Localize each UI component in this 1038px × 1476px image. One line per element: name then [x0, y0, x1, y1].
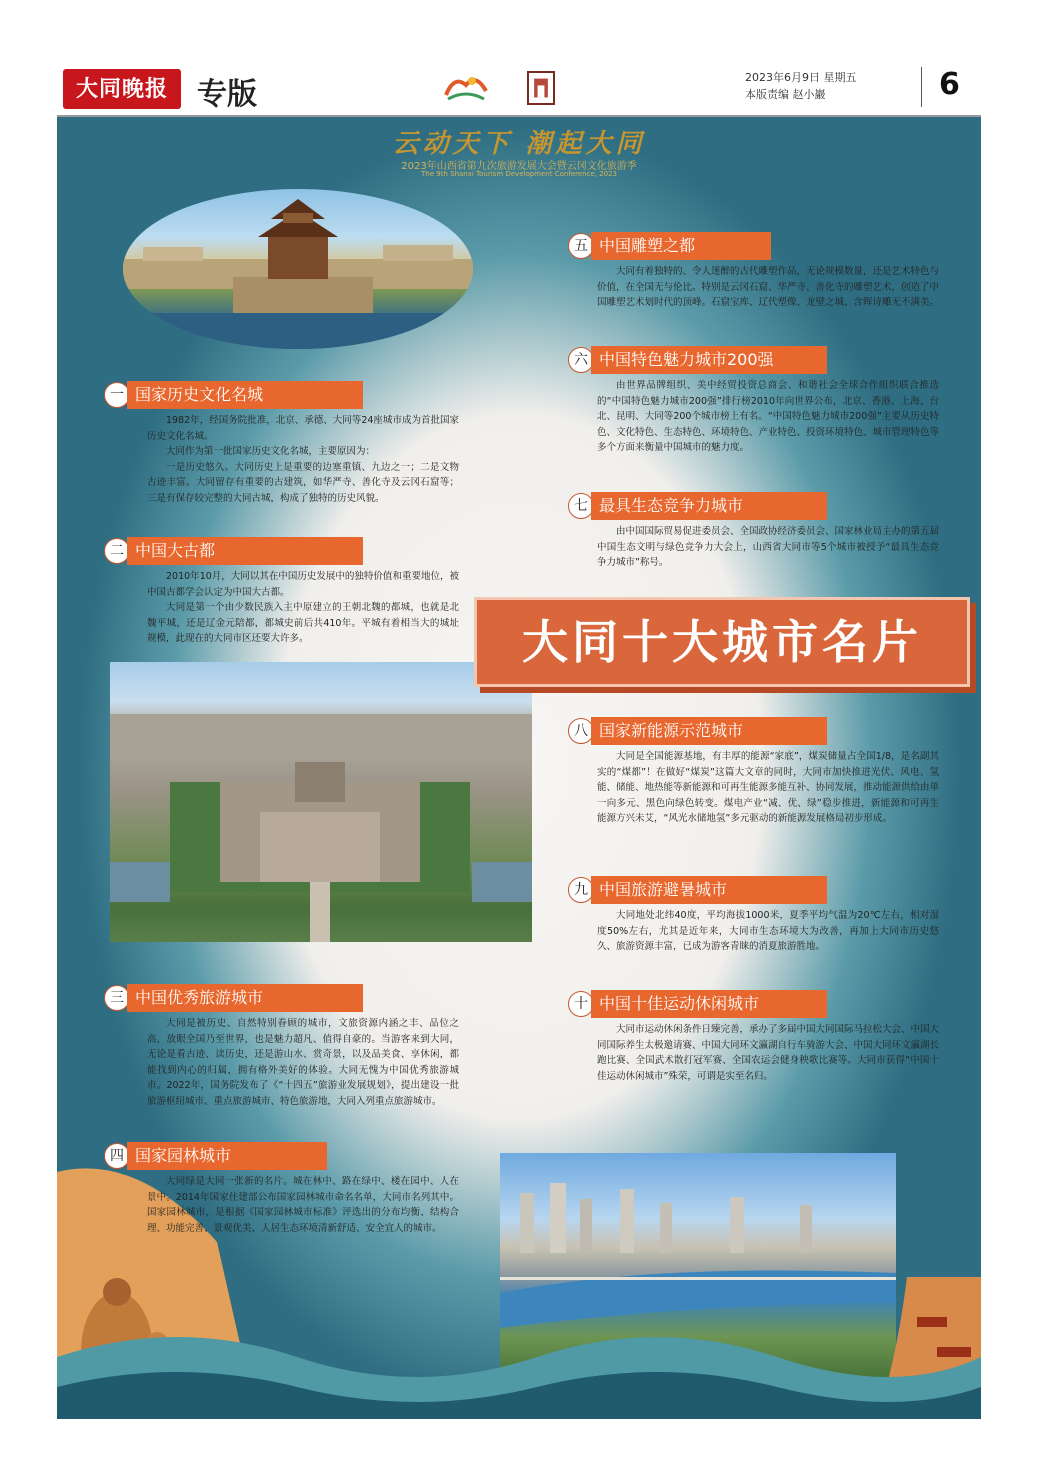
- item-4-title: 国家园林城市: [127, 1142, 327, 1170]
- item-4-number: 四: [104, 1143, 130, 1169]
- issue-date: 2023年6月9日 星期五: [745, 71, 857, 84]
- banner-slogan: 云动天下 潮起大同: [392, 129, 646, 159]
- item-5-body: [597, 264, 939, 311]
- item-4-heading: [104, 1142, 327, 1170]
- paragraph: 一是历史悠久。大同历史上是重要的边塞重镇、九边之一；二是文物古迹丰富。大同留存有重要的古建筑，如华严寺、善化寺及云冈石窟等；三是有保存较完整的大同古城，构成了独特的历史风貌。: [147, 461, 459, 504]
- item-6-title: 中国特色魅力城市200强: [591, 346, 827, 374]
- issue-info: [745, 69, 857, 103]
- paragraph: 大同是全国能源基地，有丰厚的能源“家底”，煤炭储量占全国1/8，是名副其实的“煤都”！在做好“煤炭”这篇大文章的同时，大同市加快推进光伏、风电、氢能、储能、地热能等新能源和可再生能源多能互补、协同发展，推动能源供给由单一向多元、黑色向绿色转变。煤电产业“减、优、绿”稳步推进，新能源和可再生能源方兴未艾，“风光水储地氢”多元驱动的新能源发展格局初步形成。: [597, 751, 940, 825]
- masthead-bar: [57, 57, 981, 117]
- item-3-number: 三: [104, 985, 130, 1011]
- item-9-title: 中国旅游避暑城市: [591, 876, 827, 904]
- item-2-title: 中国大古都: [127, 537, 363, 565]
- paragraph: 由中国国际贸易促进委员会、全国政协经济委员会、国家林业局主办的第五届中国生态文明与绿色竞争力大会上，山西省大同市等5个城市被授予“最具生态竞争力城市”称号。: [597, 526, 940, 569]
- paragraph: 由世界品牌组织、美中经贸投资总商会、和谐社会全球合作组织联合推选的“中国特色魅力城市200强”排行榜2010年向世界公布，北京、香港、上海、台北、昆明、大同等200个城市榜上有名。“中国特色魅力城市200强”主要从历史特色、文化特色、生态特色、环境特色、产业特色、投资环境特色、城市管理特色等多个方面来衡量中国城市的魅力度。: [597, 380, 940, 454]
- item-7-number: 七: [568, 493, 594, 519]
- banner-subtitle-english: The 9th Shanxi Tourism Development Conference, 2023: [421, 170, 617, 178]
- item-10-body: [597, 1022, 939, 1084]
- item-6-body: [597, 378, 939, 456]
- page-number: 6: [939, 67, 960, 102]
- item-3-body: [147, 1016, 459, 1110]
- item-6-number: 六: [568, 347, 594, 373]
- paragraph: 2010年10月，大同以其在中国历史发展中的独特价值和重要地位，被中国古都学会认定为中国大古都。: [147, 571, 459, 598]
- paragraph: 大同有着独特的、令人迷醉的古代雕塑作品，无论规模数量，还是艺术特色与价值，在全国无与伦比。特别是云冈石窟、华严寺、善化寺的雕塑艺术，创造了中国雕塑艺术划时代的顶峰。石窟宝库、辽代塑像、龙壁之城、含晖诗雕无不满美。: [597, 266, 940, 309]
- masthead-logo: 大同晚报: [63, 69, 181, 109]
- item-7-heading: [568, 492, 827, 520]
- item-10-number: 十: [568, 991, 594, 1017]
- item-3-title: 中国优秀旅游城市: [127, 984, 363, 1012]
- drum-tower-photo: [123, 189, 473, 349]
- newspaper-page: [57, 57, 981, 1419]
- item-2-number: 二: [104, 538, 130, 564]
- header-divider: [921, 67, 922, 107]
- item-9-body: [597, 908, 939, 955]
- item-7-body: [597, 524, 939, 571]
- cultural-tourism-season-logo-icon: [527, 71, 555, 105]
- item-4-body: [147, 1174, 459, 1236]
- item-8-title: 国家新能源示范城市: [591, 717, 827, 745]
- item-8-heading: [568, 717, 827, 745]
- section-label: 专版: [197, 77, 257, 112]
- paragraph: 大同是第一个由少数民族入主中原建立的王朝北魏的都城，也就是北魏平城，还是辽金元陪都，都城史前后共410年。平城有着相当大的城址规模，此现在的大同市区还要大许多。: [147, 602, 459, 645]
- item-9-number: 九: [568, 877, 594, 903]
- item-7-title: 最具生态竞争力城市: [591, 492, 827, 520]
- item-2-body: [147, 569, 459, 647]
- item-8-body: [597, 749, 939, 827]
- paragraph: 大同市运动休闲条件日臻完善，承办了多届中国大同国际马拉松大会、中国大同国际养生太极邀请赛、中国大同环文瀛湖自行车骑游大会、中国大同环文瀛湖长跑比赛、全国武术散打冠军赛、全国农运会健身秧歌比赛等。大同市获得“中国十佳运动休闲城市”殊荣，可谓是实至名归。: [597, 1024, 940, 1082]
- paragraph: 大同绿是大同一张新的名片。城在林中、路在绿中、楼在园中、人在景中。2014年国家住建部公布国家园林城市命名名单，大同市名列其中。国家园林城市，是根据《国家园林城市标准》评选出的分布均衡、结构合理、功能完善、景观优美、人居生态环境清新舒适、安全宜人的城市。: [147, 1176, 459, 1234]
- paragraph: 大同作为第一批国家历史文化名城，主要原因为：: [166, 446, 376, 458]
- main-title-box: [474, 597, 970, 687]
- item-9-heading: [568, 876, 827, 904]
- item-6-heading: [568, 346, 827, 374]
- ancient-city-aerial-photo: [110, 662, 532, 942]
- page-editor: 本版责编 赵小巖: [745, 88, 826, 101]
- item-3-heading: [104, 984, 363, 1012]
- item-5-number: 五: [568, 233, 594, 259]
- main-title: 大同十大城市名片: [522, 615, 922, 669]
- item-10-title: 中国十佳运动休闲城市: [591, 990, 827, 1018]
- item-1-title: 国家历史文化名城: [127, 381, 363, 409]
- item-5-title: 中国雕塑之都: [591, 232, 771, 260]
- item-1-body: [147, 413, 459, 507]
- paragraph: 大同地处北纬40度，平均海拔1000米，夏季平均气温为20℃左右，相对湿度50%左右，尤其是近年来，大同市生态环境大为改善，再加上大同市历史悠久、旅游资源丰富，已成为游客青睐的消夏旅游胜地。: [597, 910, 939, 953]
- item-10-heading: [568, 990, 827, 1018]
- item-1-number: 一: [104, 382, 130, 408]
- paragraph: 大同是被历史、自然特别眷顾的城市，文旅资源内涵之丰、品位之高，放眼全国乃至世界，也是魅力超凡、值得自豪的。当游客来到大同，无论是看古迹、读历史，还是游山水、赏奇景，以及品美食、享休闲，都能找到内心的归属，拥有格外美好的体验。大同无愧为中国优秀旅游城市。2022年，国务院发布了《“十四五”旅游业发展规划》，提出建设一批旅游枢纽城市、重点旅游城市、特色旅游地，大同入列重点旅游城市。: [147, 1018, 459, 1107]
- item-8-number: 八: [568, 718, 594, 744]
- paragraph: 1982年，经国务院批准，北京、承德、大同等24座城市成为首批国家历史文化名城。: [147, 415, 459, 442]
- item-2-heading: [104, 537, 363, 565]
- item-5-heading: [568, 232, 771, 260]
- banner-subtitle: 2023年山西省第九次旅游发展大会暨云冈文化旅游季: [401, 161, 637, 172]
- tourism-conference-logo-icon: [442, 71, 490, 103]
- bottom-wave-decoration: [57, 1317, 981, 1419]
- item-1-heading: [104, 381, 363, 409]
